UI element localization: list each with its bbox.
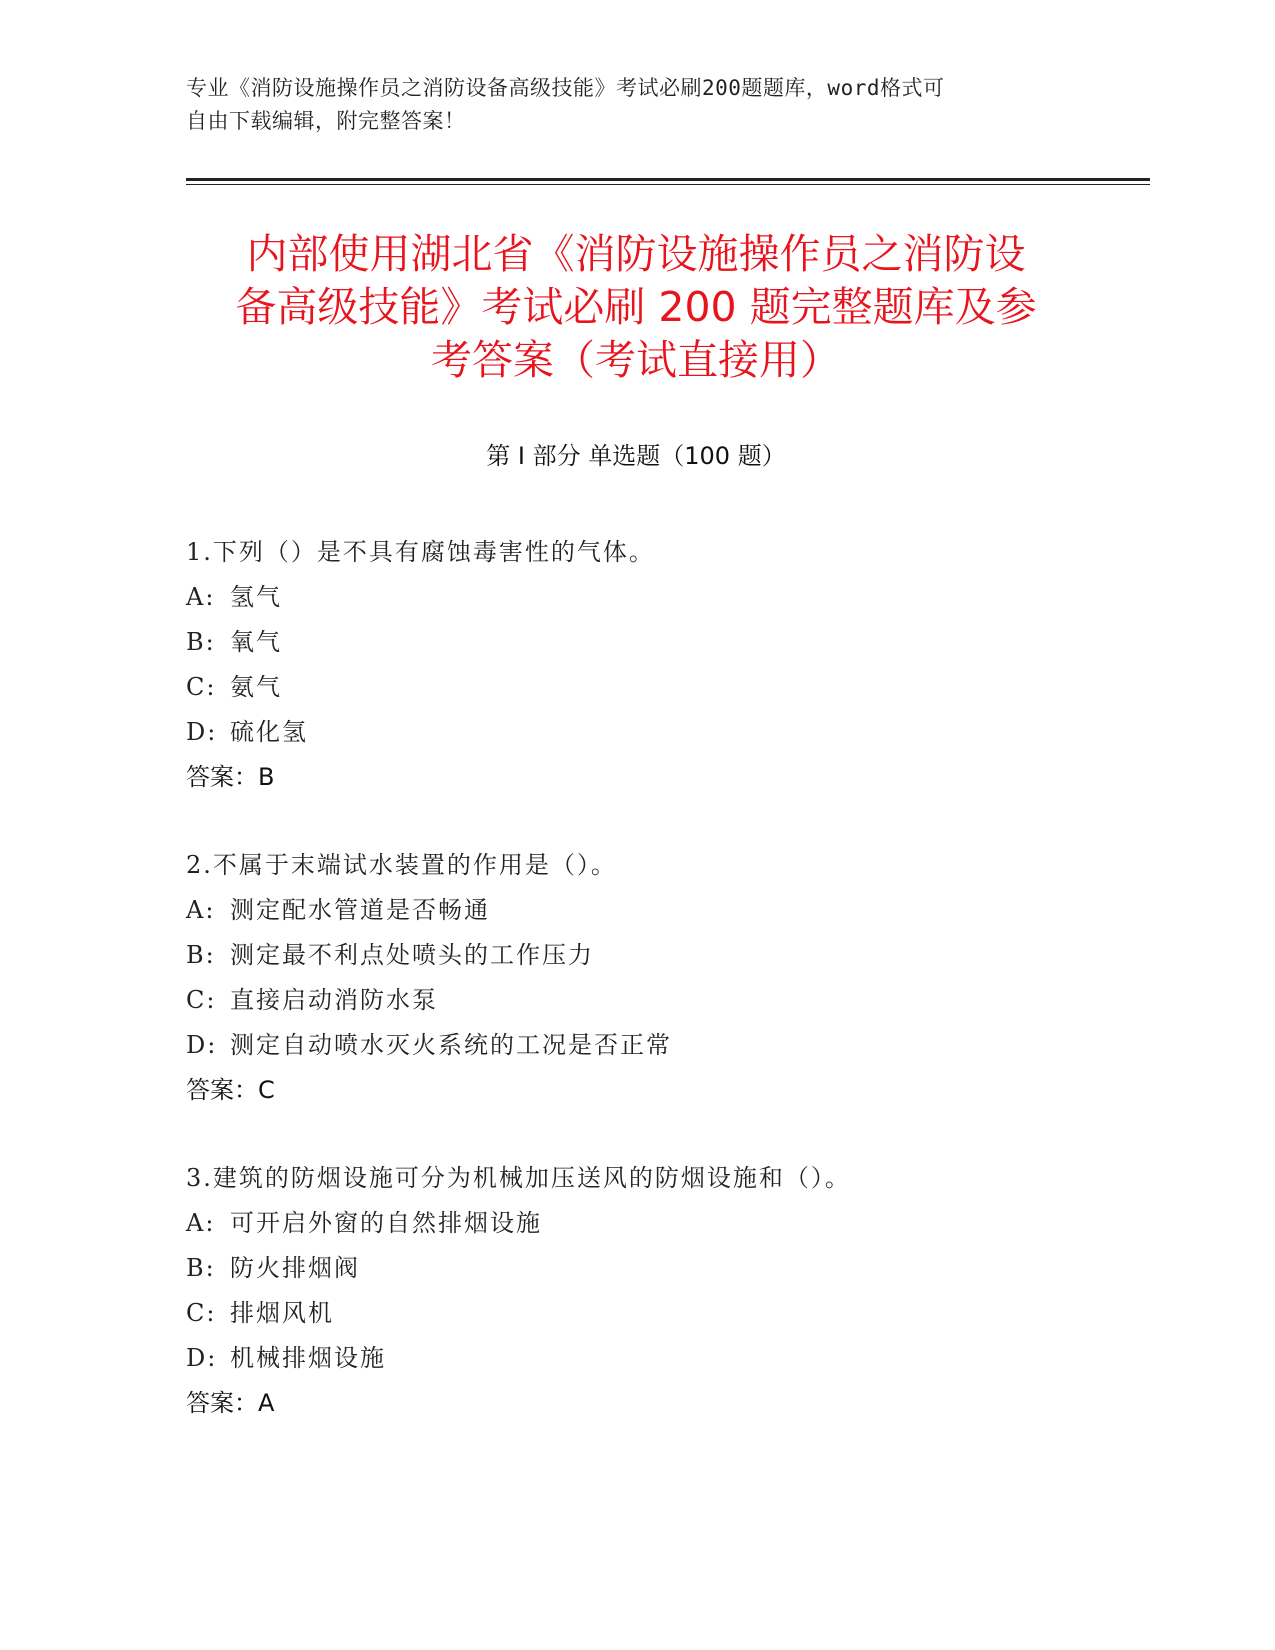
option-a [186,1201,1086,1246]
option-c [186,1291,1086,1336]
option-key: D: [186,1031,218,1059]
option-text: 可开启外窗的自然排烟设施 [230,1209,542,1237]
option-key: A: [186,583,216,611]
option-d [186,1336,1086,1381]
option-text: 测定自动喷水灭火系统的工况是否正常 [230,1031,672,1059]
option-text: 硫化氢 [230,718,308,746]
option-key: C: [186,986,217,1014]
option-key: B: [186,941,216,969]
option-key: C: [186,673,217,701]
option-b [186,620,1086,665]
option-text: 防火排烟阀 [230,1254,360,1282]
question-2 [186,843,1086,1113]
option-text: 氢气 [230,583,282,611]
option-key: B: [186,1254,216,1282]
option-text: 排烟风机 [230,1299,334,1327]
header-divider-thin [186,184,1150,185]
option-key: A: [186,1209,216,1237]
option-text: 氨气 [230,673,282,701]
option-d [186,1023,1086,1068]
title-line-2: 备高级技能》考试必刷 200 题完整题库及参 [235,283,1037,331]
option-d [186,710,1086,755]
header-divider-thick [186,178,1150,181]
option-text: 测定最不利点处喷头的工作压力 [230,941,594,969]
option-c [186,978,1086,1023]
option-key: C: [186,1299,217,1327]
section-heading: 第 I 部分 单选题（100 题） [486,442,786,470]
option-a [186,888,1086,933]
question-3 [186,1156,1086,1426]
option-text: 直接启动消防水泵 [230,986,438,1014]
answer: 答案：A [186,1389,275,1417]
answer: 答案：B [186,763,275,791]
option-a [186,575,1086,620]
document-title [186,228,1086,387]
question-stem: 1.下列（）是不具有腐蚀毒害性的气体。 [186,538,655,566]
answer: 答案：C [186,1076,275,1104]
header-note-line-2: 自由下载编辑，附完整答案！ [186,109,466,133]
option-text: 测定配水管道是否畅通 [230,896,490,924]
question-stem: 3.建筑的防烟设施可分为机械加压送风的防烟设施和（）。 [186,1164,851,1192]
header-note-line-1: 专业《消防设施操作员之消防设备高级技能》考试必刷200题题库，word格式可 [186,76,945,100]
option-text: 氧气 [230,628,282,656]
option-text: 机械排烟设施 [230,1344,386,1372]
option-key: D: [186,718,218,746]
option-b [186,933,1086,978]
option-key: B: [186,628,216,656]
question-list [186,530,1086,1469]
question-stem: 2.不属于末端试水装置的作用是（）。 [186,851,617,879]
option-key: D: [186,1344,218,1372]
header-note [186,72,1066,138]
title-line-3: 考答案（考试直接用） [431,336,841,384]
option-c [186,665,1086,710]
title-line-1: 内部使用湖北省《消防设施操作员之消防设 [246,230,1026,278]
question-1 [186,530,1086,800]
option-key: A: [186,896,216,924]
option-b [186,1246,1086,1291]
